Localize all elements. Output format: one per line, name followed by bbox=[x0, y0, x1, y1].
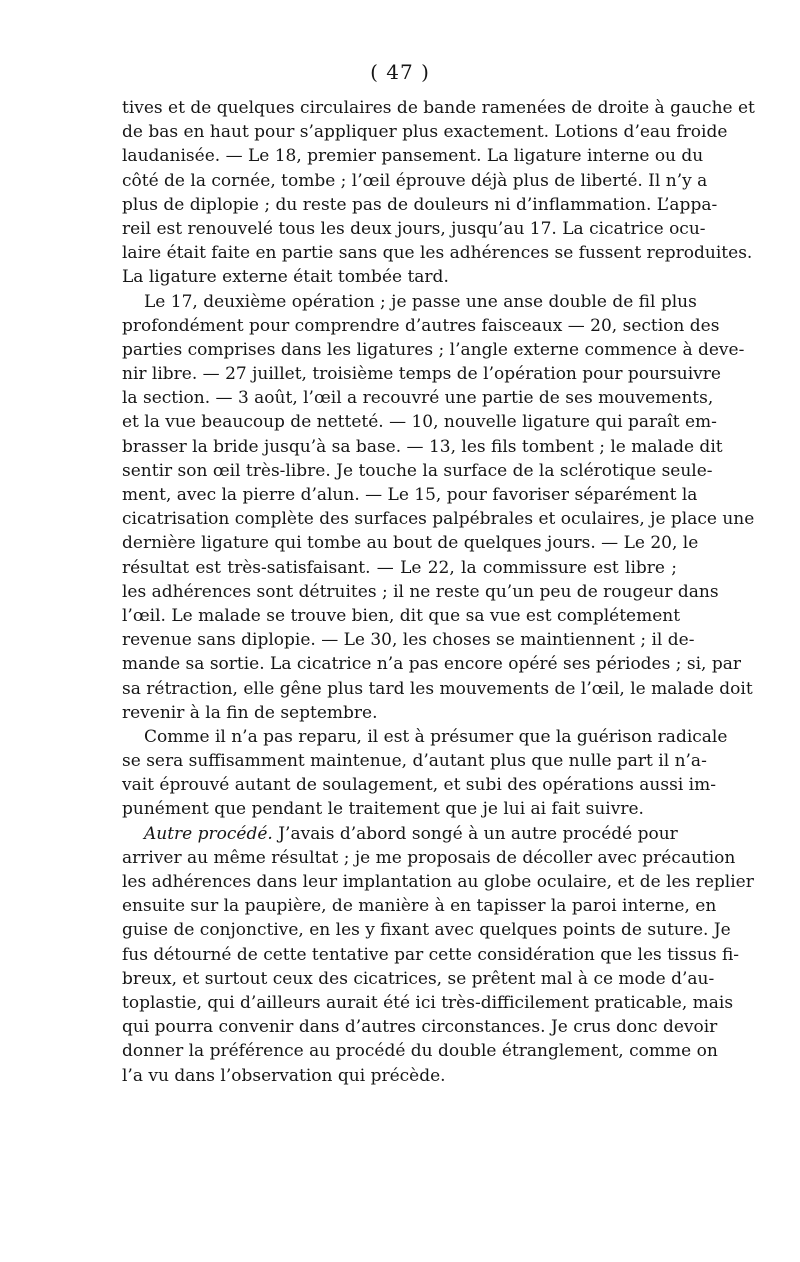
text-line: dernière ligature qui tombe au bout de quelques jours. — Le 20, le bbox=[122, 533, 699, 554]
text-line: vait éprouvé autant de soulagement, et subi des opérations aussi im- bbox=[122, 775, 716, 796]
text-line: résultat est très-satisfaisant. — Le 22, la commissure est libre ; bbox=[122, 557, 677, 578]
text-line: ment, avec la pierre d’alun. — Le 15, pour favoriser séparément la bbox=[122, 485, 698, 505]
text-line: laudanisée. — Le 18, premier pansement. La ligature interne ou du bbox=[122, 146, 704, 167]
text-line: La ligature externe était tombée tard. bbox=[122, 267, 449, 288]
text-line: revenir à la fin de septembre. bbox=[122, 702, 378, 723]
text-line: brasser la bride jusqu’à sa base. — 13, les fils tombent ; le malade dit bbox=[122, 436, 723, 457]
text-line: l’œil. Le malade se trouve bien, dit que sa vue est complétement bbox=[122, 605, 681, 626]
text-line: reil est renouvelé tous les deux jours, jusqu’au 17. La cicatrice ocu- bbox=[122, 218, 706, 239]
text-line: mande sa sortie. La cicatrice n’a pas encore opéré ses périodes ; si, par bbox=[122, 654, 741, 675]
text-line: parties comprises dans les ligatures ; l’angle externe commence à deve- bbox=[122, 339, 745, 360]
paragraph-1 bbox=[122, 96, 755, 290]
text-line: guise de conjonctive, en les y fixant avec quelques points de suture. Je bbox=[122, 920, 731, 941]
text-line: qui pourra convenir dans d’autres circonstances. Je crus donc devoir bbox=[122, 1017, 718, 1038]
text-line: laire était faite en partie sans que les adhérences se fussent reproduites. bbox=[122, 243, 753, 264]
text-line: sa rétraction, elle gêne plus tard les mouvements de l’œil, le malade doit bbox=[122, 678, 753, 699]
text-line: donner la préférence au procédé du double étranglement, comme on bbox=[122, 1041, 718, 1062]
text-line: les adhérences sont détruites ; il ne reste qu’un peu de rougeur dans bbox=[122, 581, 719, 602]
page-number: ( 47 ) bbox=[370, 60, 430, 84]
text-line: Le 17, deuxième opération ; je passe une anse double de fil plus bbox=[144, 291, 697, 312]
text-line: punément que pendant le traitement que je lui ai fait suivre. bbox=[122, 799, 644, 820]
text-line: l’a vu dans l’observation qui précède. bbox=[122, 1065, 446, 1086]
section-lead: Autre procédé. bbox=[144, 823, 273, 844]
text-line: sentir son œil très-libre. Je touche la surface de la sclérotique seule- bbox=[122, 460, 713, 481]
page-body bbox=[122, 96, 755, 1088]
text-line: Comme il n’a pas reparu, il est à présumer que la guérison radicale bbox=[144, 726, 728, 747]
text-line: profondément pour comprendre d’autres faisceaux — 20, section des bbox=[122, 315, 720, 336]
text-line: fus détourné de cette tentative par cette considération que les tissus fi- bbox=[122, 944, 740, 965]
text-line: tives et de quelques circulaires de bande ramenées de droite à gauche et bbox=[122, 98, 755, 118]
text-line: breux, et surtout ceux des cicatrices, se prêtent mal à ce mode d’au- bbox=[122, 968, 715, 989]
text-line: ensuite sur la paupière, de manière à en tapisser la paroi interne, en bbox=[122, 896, 717, 917]
text-line-first bbox=[122, 822, 677, 846]
text-run: J’avais d’abord songé à un autre procédé pour bbox=[272, 823, 678, 844]
text-line: revenue sans diplopie. — Le 30, les choses se maintiennent ; il de- bbox=[122, 630, 695, 651]
paragraph-3 bbox=[122, 725, 728, 822]
text-line: la section. — 3 août, l’œil a recouvré une partie de ses mouvements, bbox=[122, 388, 714, 409]
text-line: côté de la cornée, tombe ; l’œil éprouve déjà plus de liberté. Il n’y a bbox=[122, 170, 708, 191]
paragraph-4 bbox=[122, 822, 754, 1088]
text-line: et la vue beaucoup de netteté. — 10, nouvelle ligature qui paraît em- bbox=[122, 412, 717, 433]
paragraph-2 bbox=[122, 290, 755, 725]
text-line: plus de diplopie ; du reste pas de douleurs ni d’inflammation. L’appa- bbox=[122, 194, 718, 215]
text-line: de bas en haut pour s’appliquer plus exactement. Lotions d’eau froide bbox=[122, 122, 728, 143]
text-line: les adhérences dans leur implantation au globe oculaire, et de les replier bbox=[122, 872, 754, 892]
text-line: cicatrisation complète des surfaces palpébrales et oculaires, je place une bbox=[122, 509, 755, 530]
text-line: toplastie, qui d’ailleurs aurait été ici très-difficilement praticable, mais bbox=[122, 992, 734, 1013]
text-line: se sera suffisamment maintenue, d’autant plus que nulle part il n’a- bbox=[122, 751, 707, 772]
text-line: arriver au même résultat ; je me proposais de décoller avec précaution bbox=[122, 847, 736, 868]
text-line: nir libre. — 27 juillet, troisième temps de l’opération pour poursuivre bbox=[122, 364, 721, 385]
